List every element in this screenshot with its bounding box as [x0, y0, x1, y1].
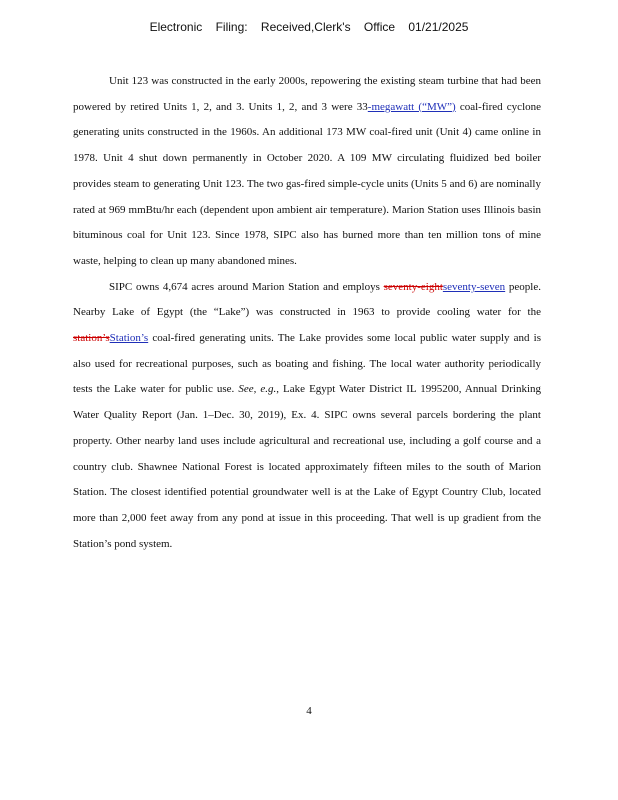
paragraph-text: Unit 123 was constructed in the early 2000s, repowering the existing steam turbine that had been powered by retired Units 1, 2, and 3. Units 1, 2, and 3 were 33	[73, 75, 541, 113]
paragraph-sipc-acres	[73, 275, 541, 558]
page-number: 4	[306, 705, 312, 717]
citation-signal: See, e.g.	[238, 383, 277, 396]
paragraph-text: coal-fired cyclone generating units constructed in the 1960s. An additional 173 MW coal-fired unit (Unit 4) came online in 1978. Unit 4 shut down permanently in October 2020. A 109 MW circulating fluidized bed boiler provides steam to generating Unit 123. The two gas-fired simple-cycle units (Units 5 and 6) are nominally rated at 969 mmBtu/hr each (dependent upon ambient air temperature). Marion Station uses Illinois basin bituminous coal for Unit 123. Since 1978, SIPC also has burned more than ten million tons of mine waste, helping to clean up many abandoned mines.	[73, 100, 542, 267]
paragraph-text: SIPC owns 4,674 acres around Marion Station and employs	[109, 280, 384, 293]
tracked-insertion: seventy-seven	[442, 280, 506, 293]
tracked-insertion: Station’s	[109, 332, 149, 345]
tracked-deletion: seventy-eight	[383, 280, 443, 293]
tracked-deletion: station’s	[73, 332, 110, 345]
paragraph-text: coal-fired generating units. The Lake provides some local public water supply and is also used for recreational purposes, such as boating and fishing. The local water authority periodically tests the Lake water for public use.	[73, 332, 541, 396]
tracked-insertion: -megawatt (“MW”)	[367, 100, 456, 113]
filing-header: Electronic Filing: Received,Clerk's Office 01/21/2025	[149, 20, 469, 34]
paragraph-text: people. Nearby Lake of Egypt (the “Lake”) was constructed in 1963 to provide cooling water for the	[73, 280, 541, 319]
document-body	[73, 69, 541, 557]
paragraph-unit-123	[73, 69, 541, 275]
paragraph-text: , Lake Egypt Water District IL 1995200, Annual Drinking Water Quality Report (Jan. 1–Dec. 30, 2019), Ex. 4. SIPC owns several parcels bordering the plant property. Other nearby land uses include agricultural and recreational use, including a golf course and a country club. Shawnee National Forest is located approximately fifteen miles to the south of Marion Station. The closest identified potential groundwater well is at the Lake of Egypt Country Club, located more than 2,000 feet away from any pond at issue in this proceeding. That well is up gradient from the Station’s pond system.	[73, 383, 542, 550]
